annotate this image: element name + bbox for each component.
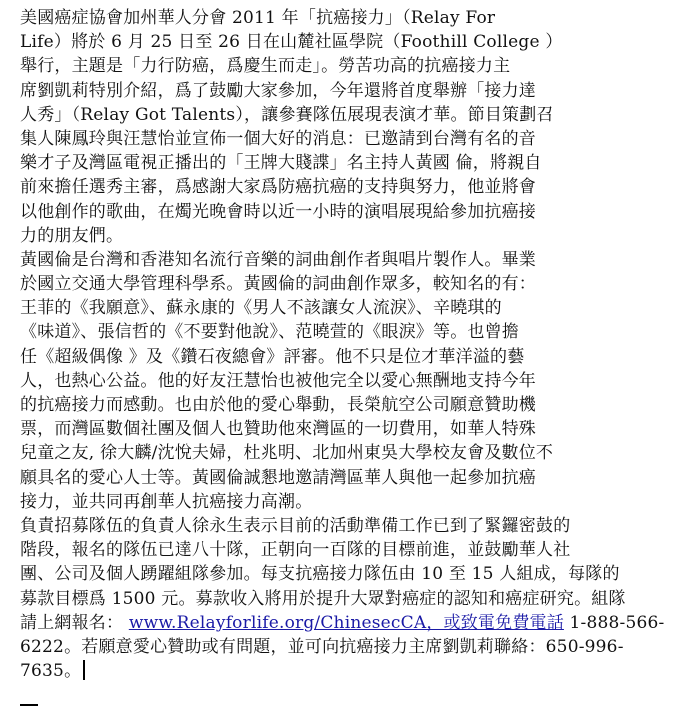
text-line: 黃國倫是台灣和香港知名流行音樂的詞曲創作者與唱片製作人。畢業 xyxy=(20,249,536,270)
text-line: 負責招募隊伍的負責人徐永生表示目前的活動準備工作已到了緊鑼密鼓的 xyxy=(20,515,571,536)
text-line: 的抗癌接力而感動。也由於他的愛心舉動，長榮航空公司願意贊助機 xyxy=(20,395,536,415)
text-line: 任《超級偶像 》及《鑽石夜總會》評審。他不只是位才華洋溢的藝 xyxy=(20,346,525,367)
text-line: 兒童之友, 徐大麟/沈悅夫婦，杜兆明、北加州東吳大學校友會及數位不 xyxy=(20,443,554,464)
text-line: 接力，並共同再創華人抗癌接力高潮。 xyxy=(20,491,313,512)
text-line: 於國立交通大學管理科學系。黃國倫的詞曲創作眾多，較知名的有： xyxy=(20,274,536,295)
text-line: 以他創作的歌曲，在燭光晚會時以近一小時的演唱展現給參加抗癌接 xyxy=(20,201,536,222)
text-line: 樂才子及灣區電視正播出的「王牌大賤諜」名主持人黃國 倫，將親自 xyxy=(20,153,542,174)
text-line: 席劉凱莉特別介紹，爲了鼓勵大家參加，今年還將首度舉辦「接力達 xyxy=(20,80,536,101)
text-line: 集人陳鳳玲與汪慧怡並宣佈一個大好的消息：已邀請到台灣有名的音 xyxy=(20,128,536,149)
text-line: 《味道》、張信哲的《不要對他說》、范曉萱的《眼淚》等。也曾擔 xyxy=(20,322,519,343)
document-text xyxy=(20,6,670,611)
text-line: 力的朋友們。 xyxy=(20,225,124,246)
text-line: 美國癌症協會加州華人分會 2011 年「抗癌接力」（Relay For xyxy=(20,8,496,28)
page-bottom-marker xyxy=(20,704,38,706)
text-line: Life）將於 6 月 25 日至 26 日在山麓社區學院（Foothill College ） xyxy=(20,32,563,53)
text-line: 願具名的愛心人士等。黃國倫誠懇地邀請灣區華人與他一起參加抗癌 xyxy=(20,467,536,488)
text-line: 前來擔任選秀主審，爲感謝大家爲防癌抗癌的支持與努力，他並將會 xyxy=(20,177,536,198)
text-line: 團、公司及個人踴躍組隊參加。每支抗癌接力隊伍由 10 至 15 人組成，每隊的 xyxy=(20,564,620,585)
text-cursor xyxy=(83,660,85,680)
text-line-last xyxy=(20,659,670,683)
text-line: 6222。若願意愛心贊助或有問題，並可向抗癌接力主席劉凱莉聯絡：650-996- xyxy=(20,636,624,657)
document-body xyxy=(20,6,670,683)
link-line-suffix: 1-888-566- xyxy=(563,612,665,633)
text-line: 人秀」（Relay Got Talents），讓參賽隊伍展現表演才華。節目策劃召 xyxy=(20,104,554,125)
text-line: 票，而灣區數個社團及個人也贊助他來灣區的一切費用，如華人特殊 xyxy=(20,419,536,440)
text-line-last-content: 7635。 xyxy=(20,661,82,682)
text-line: 人，也熱心公益。他的好友汪慧怡也被他完全以愛心無酬地支持今年 xyxy=(20,370,536,391)
text-line: 舉行，主題是「力行防癌，爲慶生而走」。勞苦功高的抗癌接力主 xyxy=(20,56,511,77)
text-line: 募款目標爲 1500 元。募款收入將用於提升大眾對癌症的認知和癌症研究。組隊 xyxy=(20,588,626,609)
link-line-prefix: 請上網報名： xyxy=(20,612,129,633)
text-line: 階段，報名的隊伍已達八十隊，正朝向一百隊的目標前進，並鼓勵華人社 xyxy=(20,540,571,561)
text-line-link xyxy=(20,611,670,635)
text-line: 王菲的《我願意》、蘇永康的《男人不該讓女人流淚》、辛曉琪的 xyxy=(20,298,502,319)
registration-link[interactable]: www.Relayforlife.org/ChinesecCA，或致電免費電話 xyxy=(128,612,564,633)
